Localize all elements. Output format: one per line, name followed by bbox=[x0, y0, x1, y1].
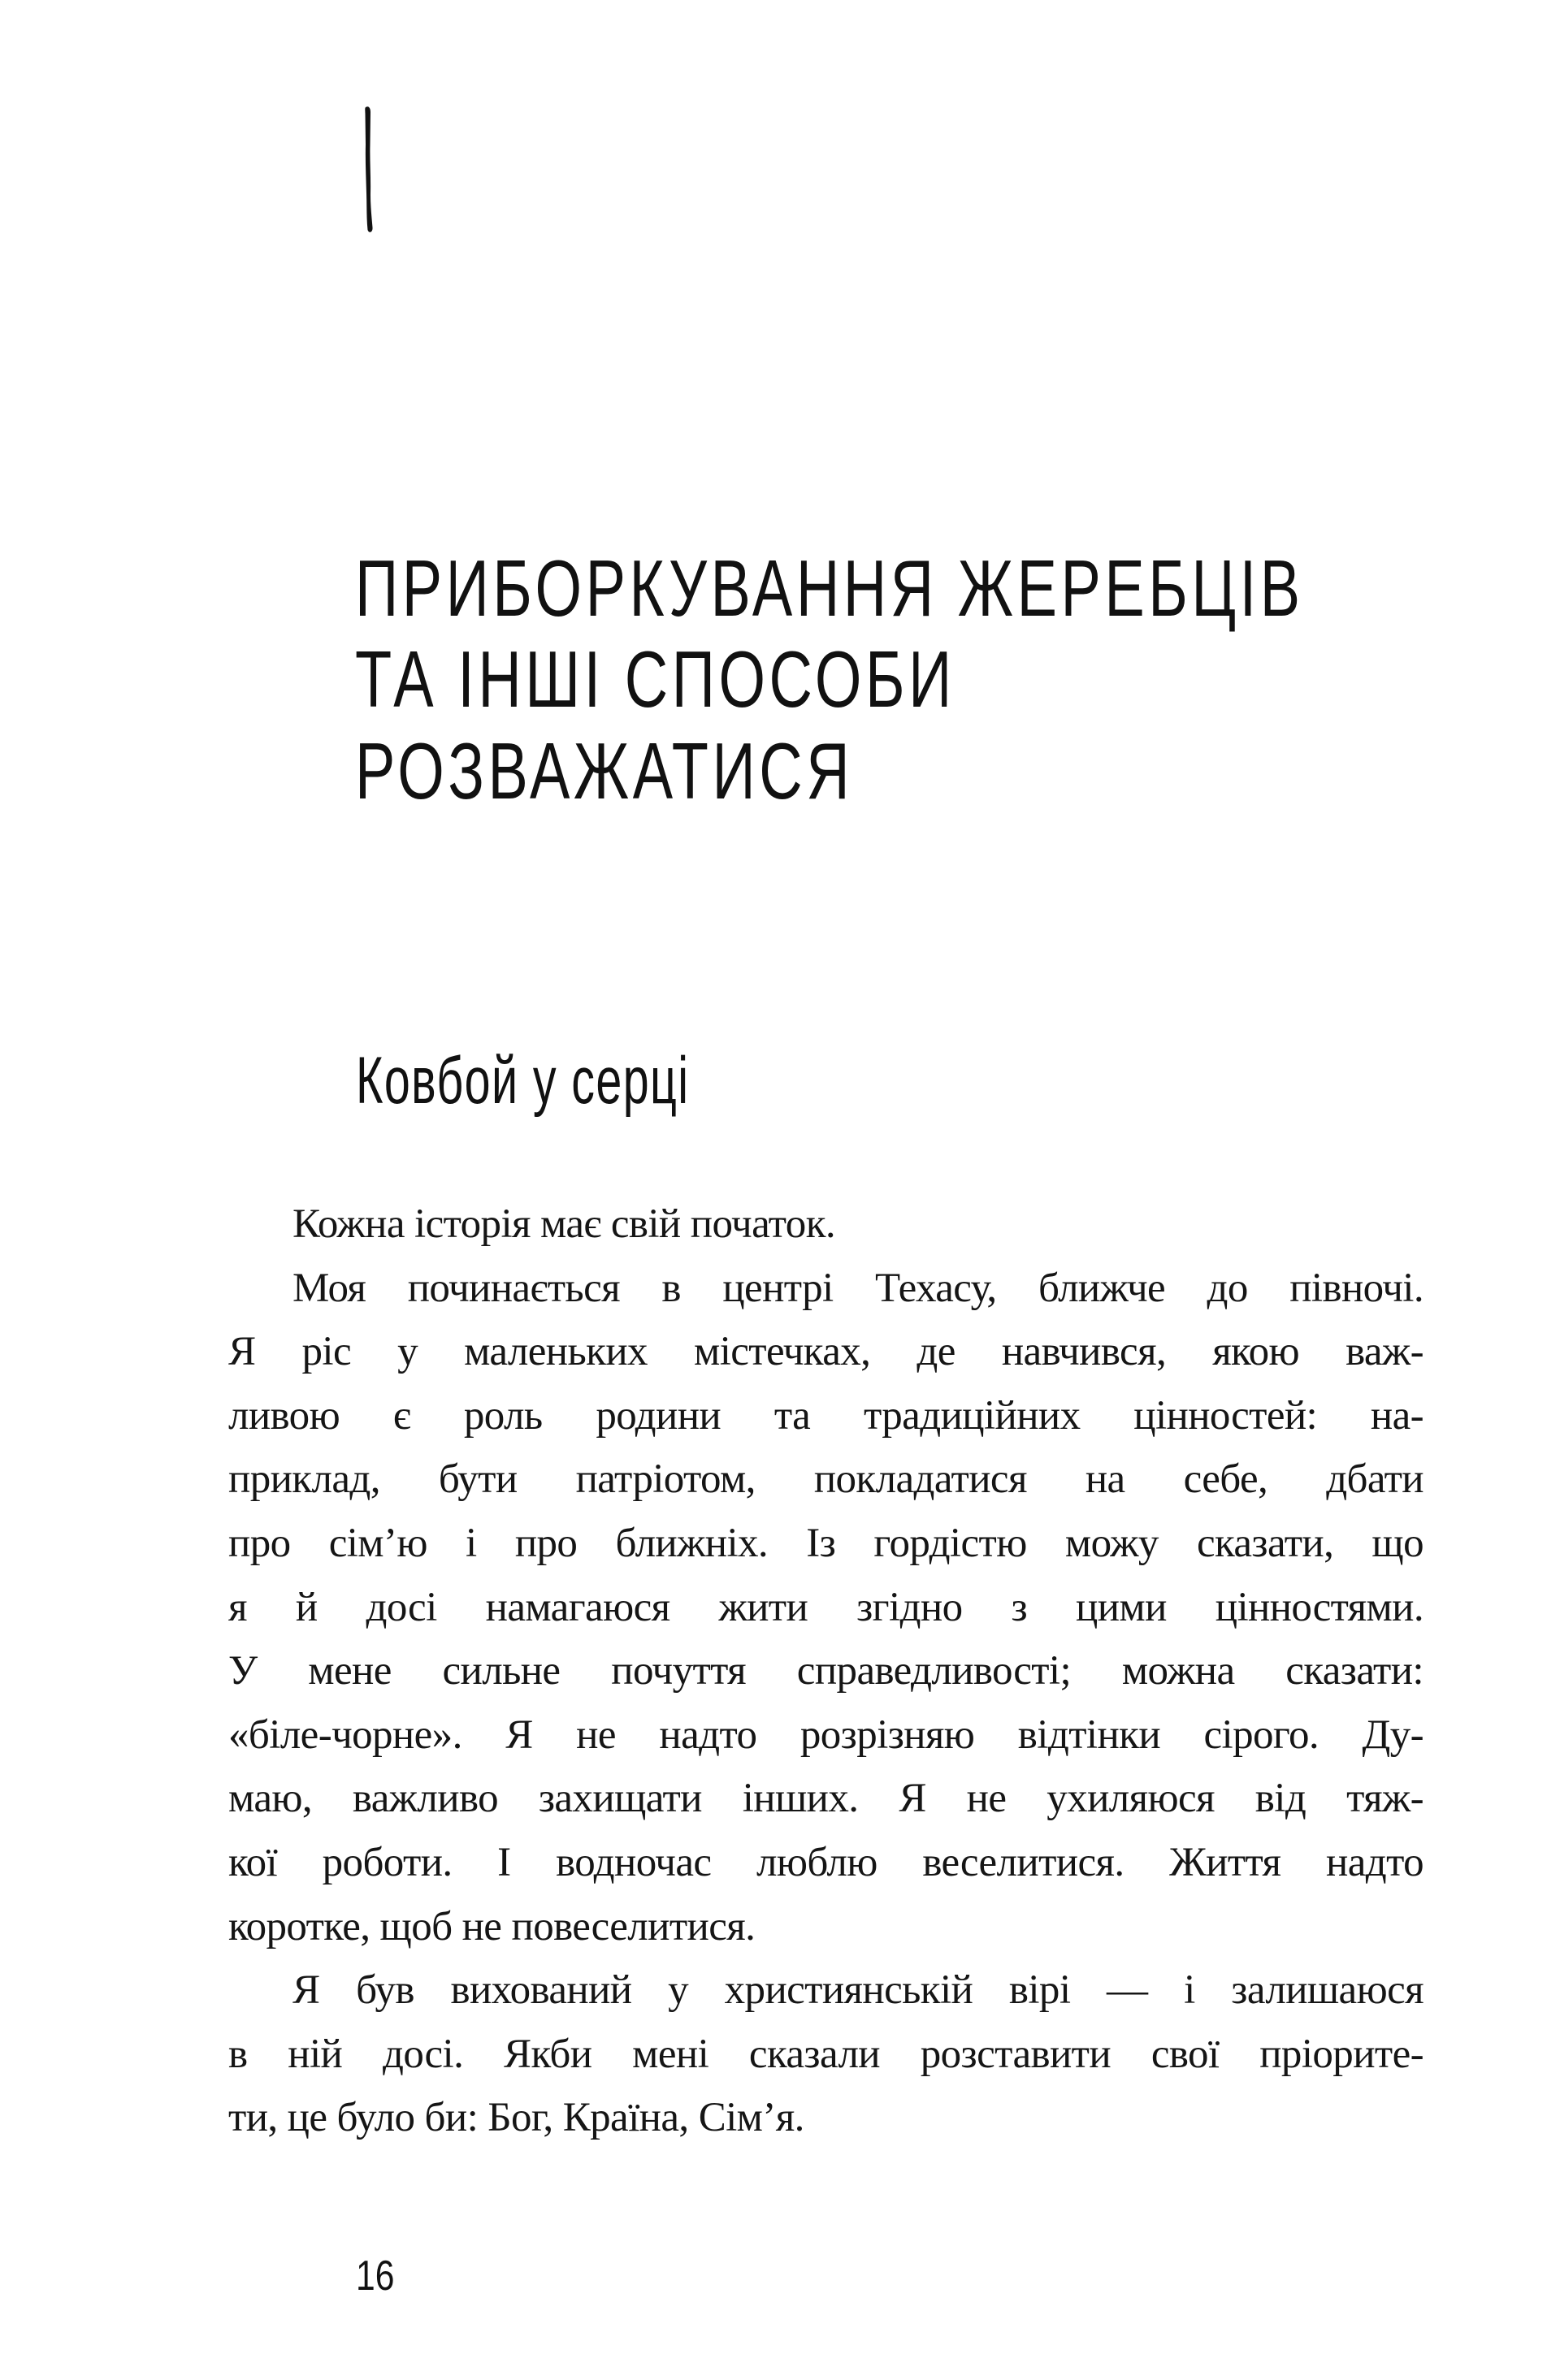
body-line: маю, важливо захищати інших. Я не ухиляюся від тяж- bbox=[228, 1776, 1424, 1821]
section-heading: Ковбой у серці bbox=[356, 1044, 690, 1118]
chapter-title-line-1: ПРИБОРКУВАННЯ ЖЕРЕБЦІВ bbox=[355, 543, 1304, 633]
body-line: приклад, бути патріотом, покладатися на себе, дбати bbox=[228, 1456, 1424, 1502]
body-line: Я ріс у маленьких містечках, де навчився, якою важ- bbox=[228, 1329, 1424, 1374]
body-line: Моя починається в центрі Техасу, ближче до півночі. bbox=[292, 1266, 1424, 1311]
body-line: У мене сильне почуття справедливості; можна сказати: bbox=[228, 1648, 1424, 1694]
body-line: кої роботи. І водночас люблю веселитися. Життя надто bbox=[228, 1840, 1424, 1885]
body-line: Я був вихований у християнській вірі — і залишаюся bbox=[292, 1967, 1424, 2013]
chapter-numeral-brush-mark bbox=[358, 104, 382, 236]
body-line: коротке, щоб не повеселитися. bbox=[228, 1904, 756, 1949]
brush-stroke-icon bbox=[358, 104, 382, 236]
body-line: ти, це було би: Бог, Країна, Сім’я. bbox=[228, 2095, 804, 2140]
body-line: «біле-чорне». Я не надто розрізняю відтінки сірого. Ду- bbox=[228, 1712, 1424, 1758]
body-line: в ній досі. Якби мені сказали розставити свої пріорите- bbox=[228, 2032, 1424, 2077]
body-line: ливою є роль родини та традиційних цінностей: на- bbox=[228, 1393, 1424, 1439]
body-line: я й досі намагаюся жити згідно з цими цінностями. bbox=[228, 1585, 1424, 1630]
page-number: 16 bbox=[356, 2252, 395, 2300]
body-line: про сім’ю і про ближніх. Із гордістю можу сказати, що bbox=[228, 1521, 1424, 1566]
chapter-title-line-3: РОЗВАЖАТИСЯ bbox=[355, 726, 854, 816]
body-line: Кожна історія має свій початок. bbox=[292, 1201, 836, 1247]
chapter-title-line-2: ТА ІНШІ СПОСОБИ bbox=[355, 634, 956, 724]
